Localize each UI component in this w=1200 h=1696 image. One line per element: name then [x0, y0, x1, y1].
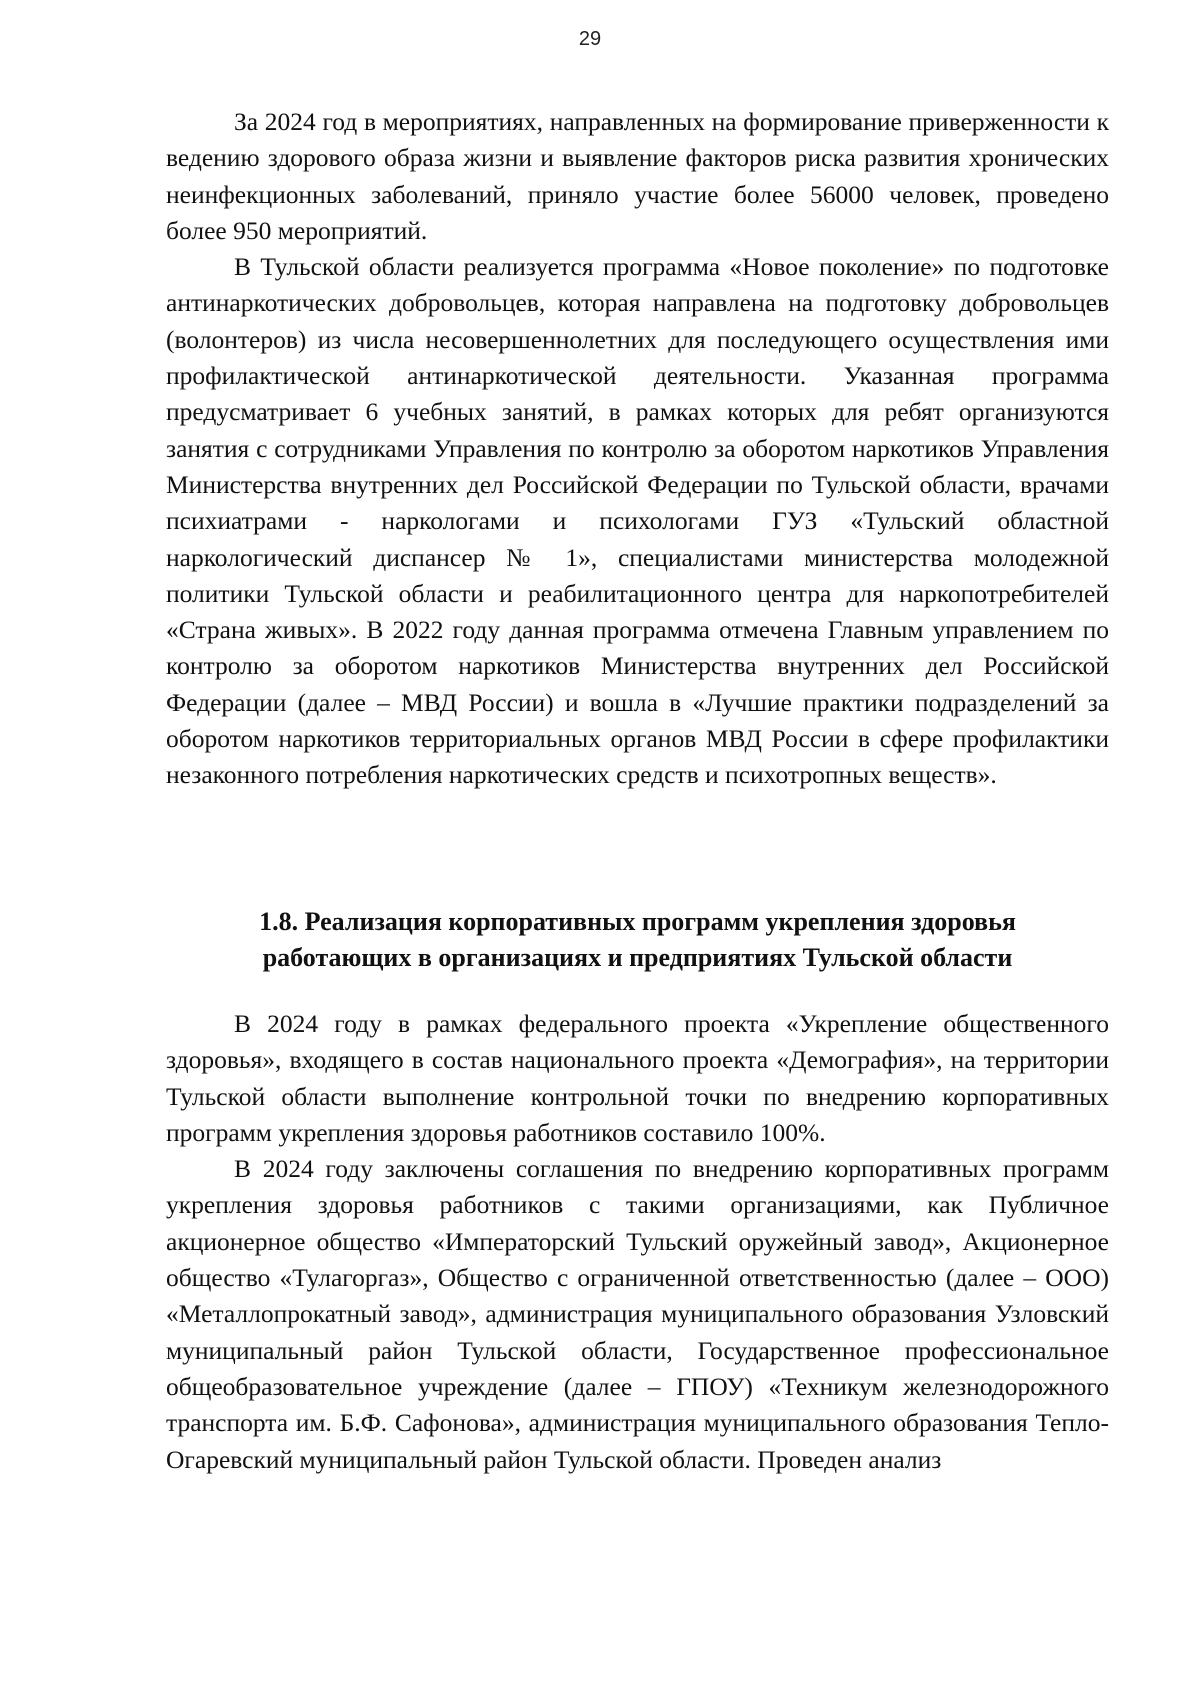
paragraph: В 2024 году заключены соглашения по внедрению корпоративных программ укрепления здоровья работников с такими организациями, как Публичное акционерное общество «Императорский Тульский оружейный завод», Акционерное общество «Тулагоргаз», Общество с ограниченной ответственностью (далее – ООО) «Металлопрокатный завод», администрация муниципального образования Узловский муниципальный район Тульской области, Государственное профессиональное общеобразовательное учреждение (далее – ГПОУ) «Техникум железнодорожного транспорта им. Б.Ф. Сафонова», администрация муниципального образования Тепло-Огаревский муниципальный район Тульской области. Проведен анализ — [166, 1154, 1109, 1474]
paragraph: В Тульской области реализуется программа «Новое поколение» по подготовке антинаркотических добровольцев, которая направлена на подготовку добровольцев (волонтеров) из числа несовершеннолетних для последующего осуществления ими профилактической антинаркотической деятельности. Указанная программа предусматривает 6 учебных занятий, в рамках которых для ребят организуются занятия с сотрудниками Управления по контролю за оборотом наркотиков Управления Министерства внутренних дел Российской Федерации по Тульской области, врачами психиатрами - наркологами и психологами ГУЗ «Тульский областной наркологический диспансер № 1», специалистами министерства молодежной политики Тульской области и реабилитационного центра для наркопотребителей «Страна живых». В 2022 году данная программа отмечена Главным управлением по контролю за оборотом наркотиков Министерства внутренних дел Российской Федерации (далее – МВД России) и вошла в «Лучшие практики подразделений за оборотом наркотиков территориальных органов МВД России в сфере профилактики незаконного потребления наркотических средств и психотропных веществ». — [166, 252, 1109, 790]
page-number: 29 — [578, 28, 602, 50]
body-text-after-section — [166, 1006, 1109, 1478]
paragraph: За 2024 год в мероприятиях, направленных на формирование приверженности к ведению здорового образа жизни и выявление факторов риска развития хронических неинфекционных заболеваний, приняло участие более 56000 человек, проведено более 950 мероприятий. — [166, 107, 1109, 245]
section-heading — [166, 904, 1109, 976]
section-heading-line-1: 1.8. Реализация корпоративных программ укрепления здоровья — [259, 907, 1016, 936]
body-text-before-section — [166, 104, 1109, 794]
paragraph: В 2024 году в рамках федерального проекта «Укрепление общественного здоровья», входящего в состав национального проекта «Демография», на территории Тульской области выполнение контрольной точки по внедрению корпоративных программ укрепления здоровья работников составило 100%. — [166, 1009, 1109, 1147]
section-heading-line-2: работающих в организациях и предприятиях Тульской области — [262, 943, 1013, 972]
